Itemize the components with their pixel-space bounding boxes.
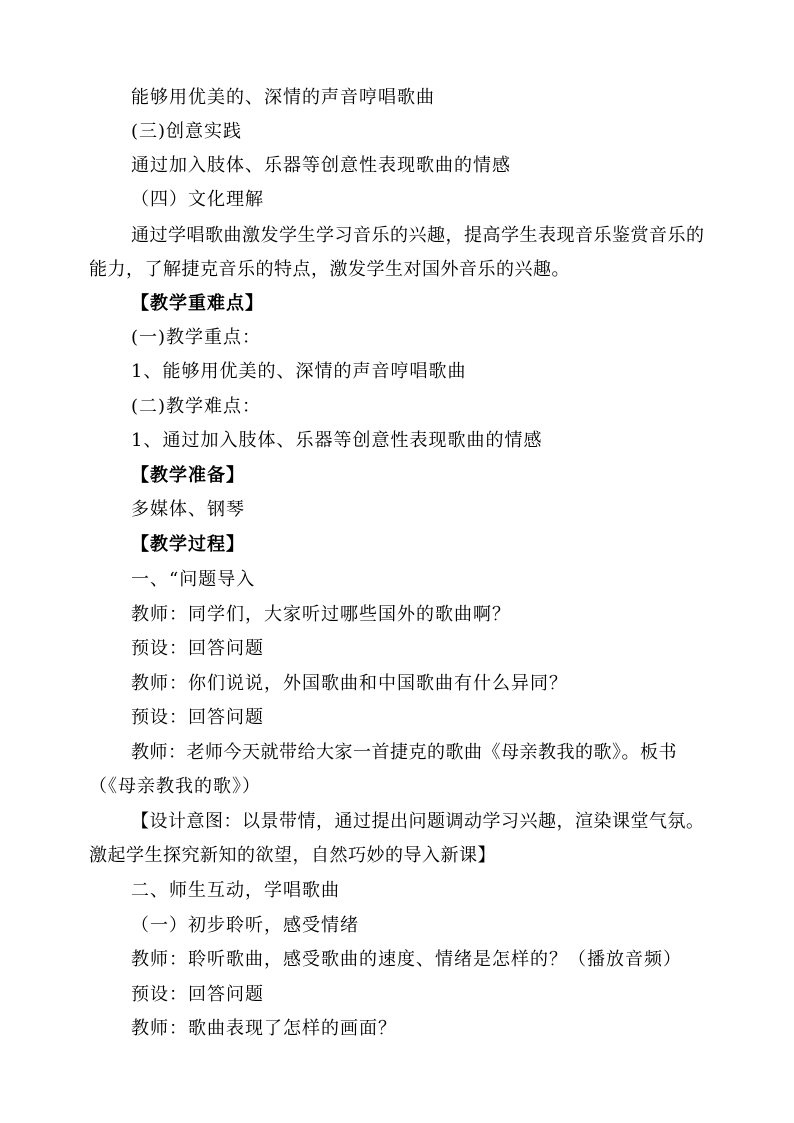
dialogue-line: 教师：歌曲表现了怎样的画面？ bbox=[131, 1018, 397, 1039]
text-line: 多媒体、钢琴 bbox=[131, 499, 245, 520]
section-heading: （四）文化理解 bbox=[131, 189, 264, 210]
dialogue-line: 教师：你们说说，外国歌曲和中国歌曲有什么异同？ bbox=[131, 673, 568, 694]
dialogue-line: 预设：回答问题 bbox=[131, 984, 264, 1005]
dialogue-line: 教师：老师今天就带给大家一首捷克的歌曲《母亲教我的歌》。板书 bbox=[131, 742, 677, 763]
subheading: （一）初步聆听，感受情绪 bbox=[131, 915, 359, 936]
dialogue-line: 预设：回答问题 bbox=[131, 638, 264, 659]
design-note: 激起学生探究新知的欲望，自然巧妙的导入新课】 bbox=[89, 845, 496, 866]
dialogue-line: 教师：同学们，大家听过哪些国外的歌曲啊？ bbox=[131, 604, 511, 625]
list-item: 1、能够用优美的、深情的声音哼唱歌曲 bbox=[131, 361, 467, 382]
dialogue-line: （《母亲教我的歌》） bbox=[89, 776, 261, 797]
text-line: 能够用优美的、深情的声音哼唱歌曲 bbox=[131, 87, 435, 108]
list-item: 1、通过加入肢体、乐器等创意性表现歌曲的情感 bbox=[131, 430, 543, 451]
subheading: (二)教学难点： bbox=[131, 396, 262, 417]
bold-heading: 【教学重难点】 bbox=[131, 293, 264, 314]
bold-heading: 【教学过程】 bbox=[131, 534, 245, 555]
section-heading: (三)创意实践 bbox=[131, 121, 243, 142]
bold-heading: 【教学准备】 bbox=[131, 465, 245, 486]
design-note: 【设计意图：以景带情，通过提出问题调动学习兴趣，渲染课堂气氛。 bbox=[131, 811, 705, 832]
dialogue-line: 教师：聆听歌曲，感受歌曲的速度、情绪是怎样的？（播放音频） bbox=[131, 949, 682, 970]
paragraph-line: 能力，了解捷克音乐的特点，激发学生对国外音乐的兴趣。 bbox=[89, 259, 570, 280]
text-line: 通过加入肢体、乐器等创意性表现歌曲的情感 bbox=[131, 155, 511, 176]
subheading: (一)教学重点： bbox=[131, 327, 262, 348]
dialogue-line: 预设：回答问题 bbox=[131, 707, 264, 728]
section-heading: 一、“问题导入 bbox=[131, 569, 256, 590]
section-heading: 二、师生互动，学唱歌曲 bbox=[131, 880, 340, 901]
paragraph-line: 通过学唱歌曲激发学生学习音乐的兴趣，提高学生表现音乐鉴赏音乐的 bbox=[131, 225, 705, 246]
